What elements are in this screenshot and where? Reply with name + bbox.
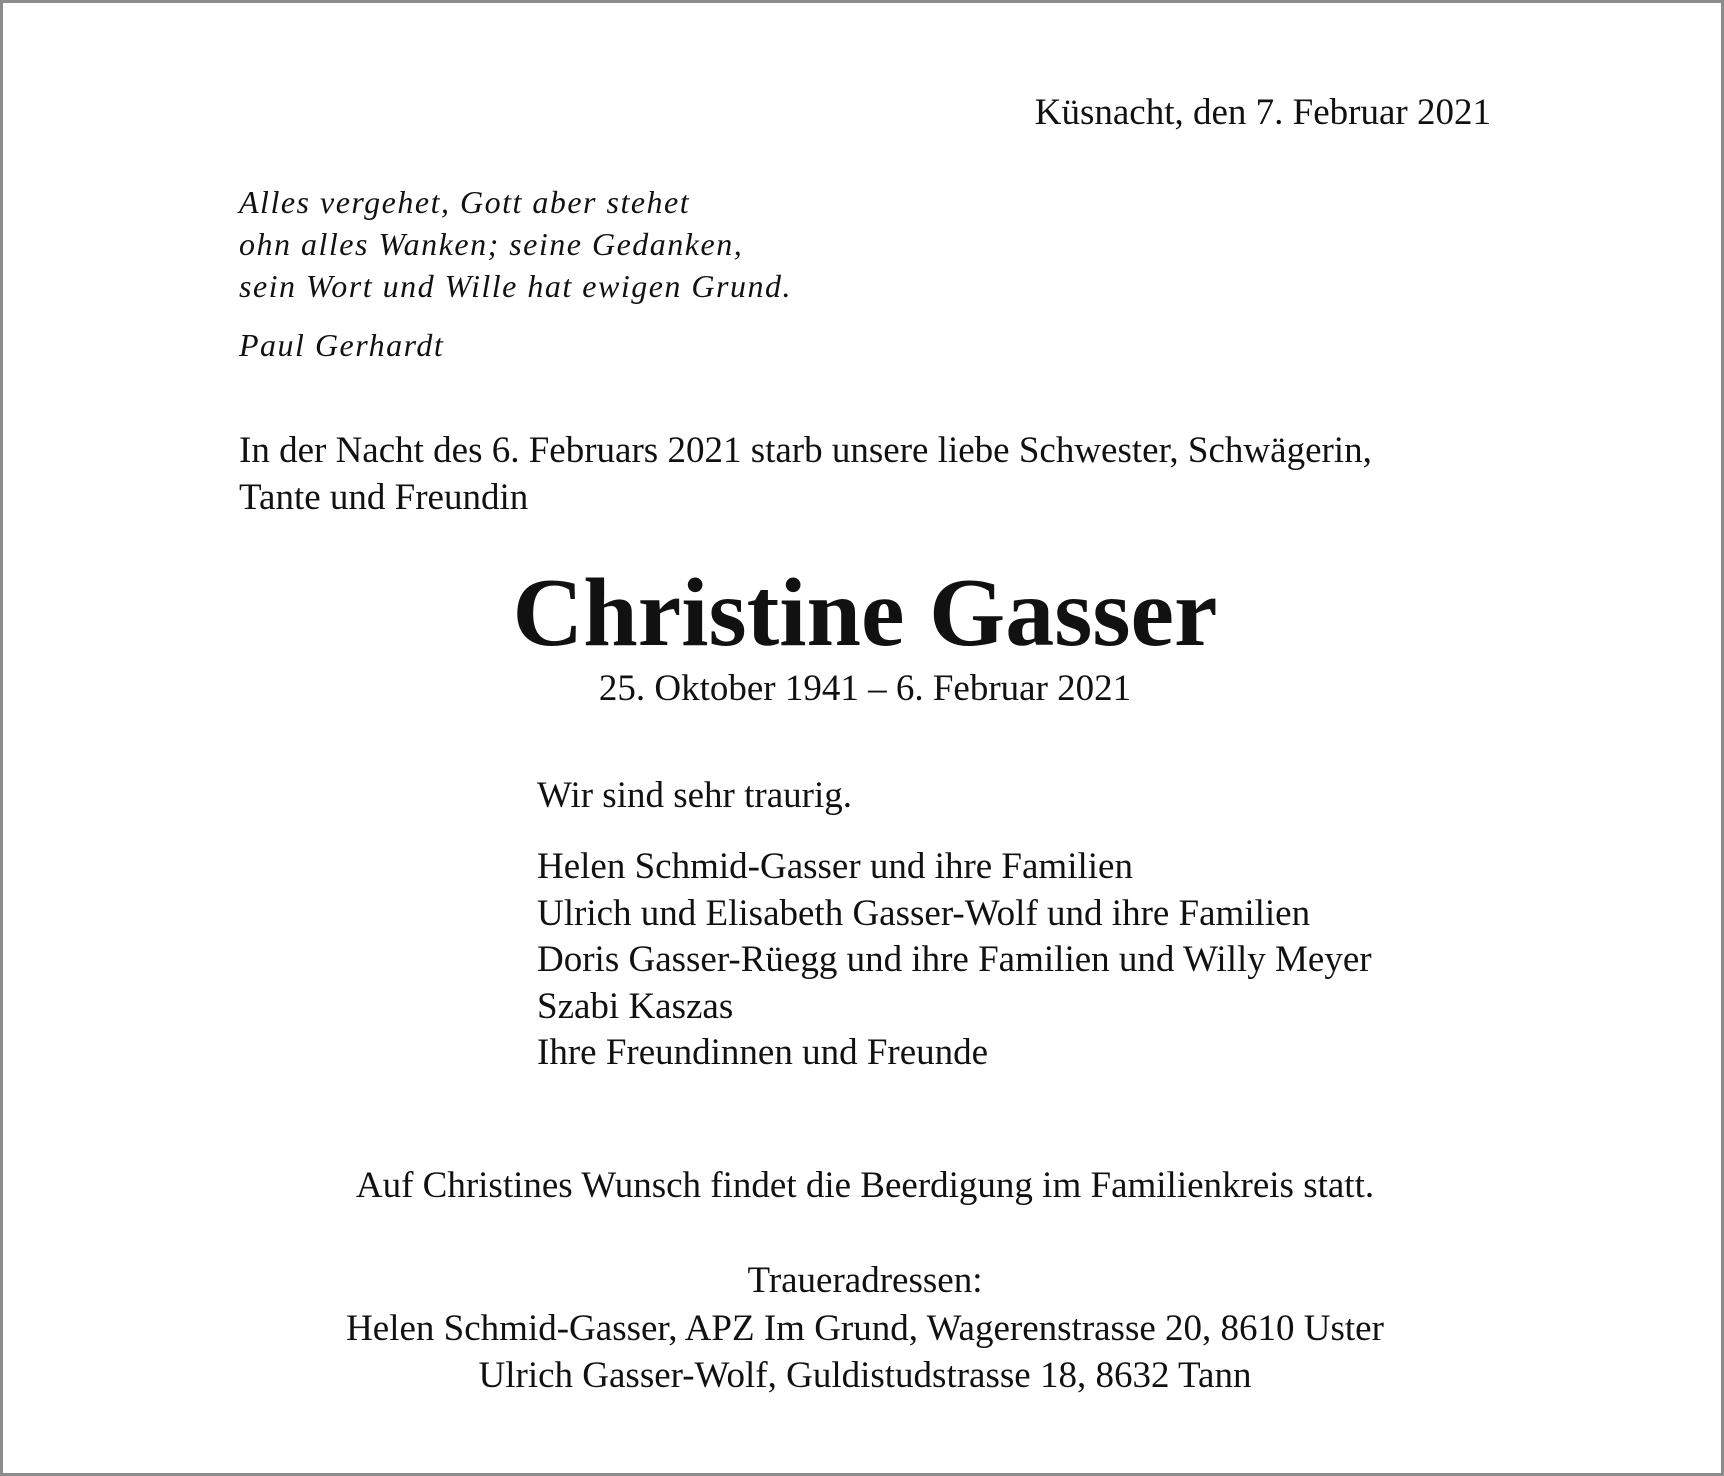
mourner-entry: Szabi Kaszas — [537, 985, 734, 1027]
funeral-note: Auf Christines Wunsch findet die Beerdigung im Familienkreis statt. — [355, 1165, 1375, 1206]
mourner-entry: Helen Schmid-Gasser und ihre Familien — [537, 846, 1133, 887]
mourner-entry: Doris Gasser-Rüegg und ihre Familien und Willy Meyer — [537, 939, 1372, 980]
lifespan-dates: 25. Oktober 1941 – 6. Februar 2021 — [598, 668, 1132, 709]
intro-line: In der Nacht des 6. Februars 2021 starb unsere liebe Schwester, Schwägerin, — [239, 430, 1372, 471]
verse-line: ohn alles Wanken; seine Gedanken, — [239, 226, 744, 262]
intro-line: Tante und Freundin — [239, 477, 529, 518]
place-date: Küsnacht, den 7. Februar 2021 — [1034, 92, 1491, 133]
mourner-entry: Ihre Freundinnen und Freunde — [537, 1032, 989, 1073]
mourner-entry: Ulrich und Elisabeth Gasser-Wolf und ihre Familien — [537, 892, 1311, 934]
address-line: Ulrich Gasser-Wolf, Guldistudstrasse 18, 8632 Tann — [478, 1355, 1252, 1396]
address-line: Helen Schmid-Gasser, APZ Im Grund, Wagerenstrasse 20, 8610 Uster — [346, 1308, 1384, 1349]
verse-author: Paul Gerhardt — [239, 327, 445, 363]
addresses-heading: Traueradressen: — [747, 1260, 983, 1301]
verse-line: sein Wort und Wille hat ewigen Grund. — [239, 268, 792, 304]
intro-text — [239, 427, 1372, 521]
sad-note: Wir sind sehr traurig. — [537, 775, 852, 816]
verse-line: Alles vergehet, Gott aber stehet — [239, 184, 691, 220]
deceased-name: Christine Gasser — [512, 559, 1218, 667]
mourners-list — [537, 844, 1372, 1077]
verse-quote — [239, 181, 792, 307]
addresses-list — [3, 1305, 1724, 1399]
